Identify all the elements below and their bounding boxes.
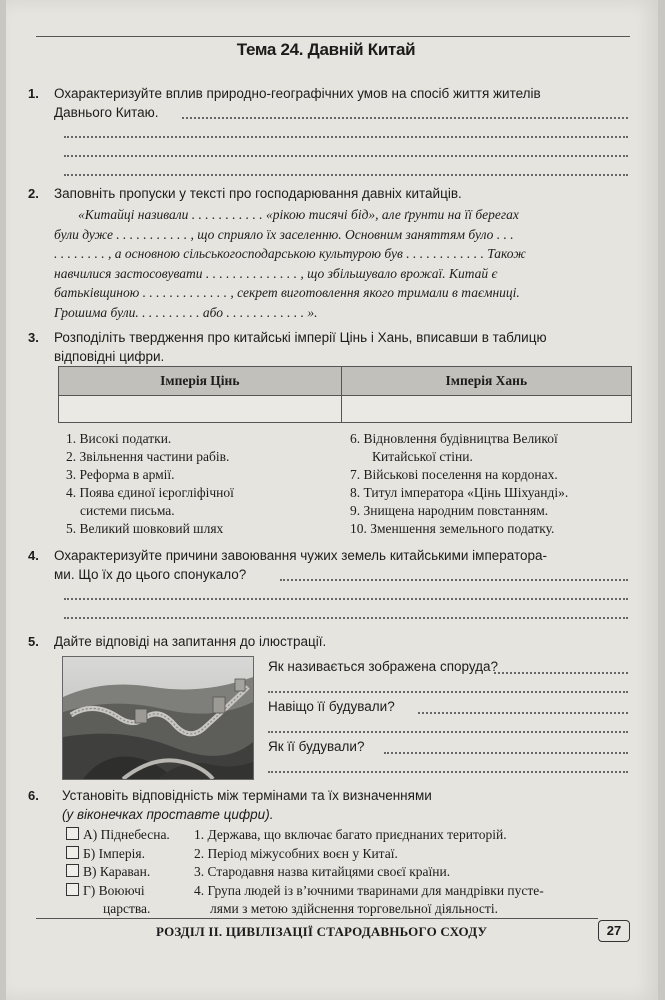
list-item: 8. Титул імператора «Цінь Шіхуанді». [350, 485, 569, 500]
answer-checkbox[interactable] [66, 864, 79, 877]
list-item: 10. Зменшення земельного податку. [350, 521, 555, 536]
term-row [66, 863, 170, 882]
q5-answer-line[interactable] [494, 672, 628, 674]
q6-terms [66, 826, 170, 919]
q2-text-line: навчилися застосовувати . . . . . . . . . . . . . . , що збільшувало врожаї. Китай є [54, 265, 498, 281]
q4-answer-line[interactable] [64, 617, 628, 619]
q3-line1: Розподіліть твердження про китайські імперії Цінь і Хань, вписавши в таблицю [54, 330, 547, 345]
answer-checkbox[interactable] [66, 883, 79, 896]
q6-definitions [194, 826, 544, 919]
definition-item: 2. Період міжусобних воєн у Китаї. [194, 845, 398, 861]
list-item: 7. Військові поселення на кордонах. [350, 467, 558, 482]
list-item: 3. Реформа в армії. [66, 467, 175, 482]
q6-number: 6. [28, 788, 39, 803]
page-number: 27 [598, 920, 630, 942]
q3-line2: відповідні цифри. [54, 349, 165, 364]
term-label: А) Піднебесна. [83, 827, 170, 842]
list-item: 2. Звільнення частини рабів. [66, 449, 230, 464]
term-label: Г) Воюючі [83, 882, 145, 898]
q1-line2: Давнього Китаю. [54, 105, 159, 120]
definition-item: лями з метою здійснення торговельної діяльності. [210, 901, 498, 916]
q5-answer-line[interactable] [384, 752, 628, 754]
q5-answer-line[interactable] [418, 712, 628, 714]
q1-answer-line[interactable] [64, 136, 628, 138]
list-item: системи письма. [80, 503, 175, 518]
q5-question-1: Як називається зображена споруда? [268, 659, 499, 674]
q1-answer-line[interactable] [182, 117, 628, 119]
q2-text-line: батьківщиною . . . . . . . . . . . . . , секрет виготовлення якого тримали в таємниці. [54, 285, 520, 300]
q2-text-line: «Китайці називали . . . . . . . . . . . «рікою тисячі бід», але ґрунти на її берегах [78, 207, 519, 222]
q2-text-line: Грошима були. . . . . . . . . . або . . . . . . . . . . . . ». [54, 304, 318, 320]
q2-text-line: . . . . . . . . , а основною сільськогосподарською культурою був . . . . . . . . . . . . Також [54, 246, 526, 261]
list-item: 4. Поява єдиної ієрогліфічної [66, 485, 234, 500]
empires-table [58, 366, 632, 423]
q1-answer-line[interactable] [64, 174, 628, 176]
q4-answer-line[interactable] [64, 598, 628, 600]
term-label: Б) Імперія. [83, 845, 145, 861]
term-label: В) Караван. [83, 864, 151, 879]
workbook-page [6, 0, 658, 1000]
term-row [66, 845, 170, 864]
q1-line1: Охарактеризуйте вплив природно-географічних умов на спосіб життя жителів [54, 86, 541, 101]
q5-answer-line[interactable] [268, 691, 628, 693]
great-wall-photo [62, 656, 254, 780]
term-row [66, 882, 170, 901]
q5-question-3: Як її будували? [268, 739, 365, 754]
q2-fill-in-text[interactable] [54, 205, 634, 322]
han-answer-cell[interactable] [341, 396, 631, 423]
q2-prompt: Заповніть пропуски у тексті про господарювання давніх китайців. [54, 186, 462, 201]
term-row [66, 900, 170, 919]
q1-answer-line[interactable] [64, 155, 628, 157]
q5-prompt: Дайте відповіді на запитання до ілюстрації. [54, 634, 327, 649]
q3-number: 3. [28, 330, 39, 345]
col-header-qin: Імперія Цінь [59, 367, 342, 396]
q3-left-list [66, 430, 234, 538]
q5-number: 5. [28, 634, 39, 649]
definition-item: 3. Стародавня назва китайцями своєї країни. [194, 864, 451, 879]
answer-checkbox[interactable] [66, 846, 79, 859]
term-label: царства. [103, 901, 151, 916]
qin-answer-cell[interactable] [59, 396, 342, 423]
q4-answer-line[interactable] [280, 579, 628, 581]
q4-line1: Охарактеризуйте причини завоювання чужих земель китайськими імператора- [54, 548, 548, 563]
q5-answer-line[interactable] [268, 771, 628, 773]
q2-number: 2. [28, 186, 39, 201]
section-footer: РОЗДІЛ ІІ. ЦИВІЛІЗАЦІЇ СТАРОДАВНЬОГО СХОДУ [156, 924, 488, 939]
answer-checkbox[interactable] [66, 827, 79, 840]
definition-item: 1. Держава, що включає багато приєднаних територій. [194, 827, 507, 842]
list-item: 5. Великий шовковий шлях [66, 521, 224, 536]
q3-right-list [350, 430, 568, 538]
list-item: 1. Високі податки. [66, 431, 172, 446]
definition-item: 4. Група людей із в’ючними тваринами для мандрівки пусте- [194, 882, 544, 898]
q4-number: 4. [28, 548, 39, 563]
col-header-han: Імперія Хань [341, 367, 631, 396]
term-row [66, 826, 170, 845]
footer-rule [36, 918, 598, 919]
q5-answer-line[interactable] [268, 731, 628, 733]
great-wall-illustration [63, 657, 253, 779]
q2-text-line: були дуже . . . . . . . . . . . , що сприяло їх заселенню. Основним заняттям було . . . [54, 226, 514, 242]
q5-question-2: Навіщо її будували? [268, 699, 395, 714]
q6-line1: Установіть відповідність між термінами та їх визначеннями [62, 788, 432, 803]
q3-text [54, 328, 634, 366]
list-item: 9. Знищена народним повстанням. [350, 503, 549, 518]
q6-line2: (у віконечках проставте цифри). [62, 807, 274, 822]
page-title: Тема 24. Давній Китай [236, 40, 416, 59]
top-rule [36, 36, 630, 37]
q1-number: 1. [28, 86, 39, 101]
list-item: 6. Відновлення будівництва Великої [350, 431, 558, 446]
q4-line2: ми. Що їх до цього спонукало? [54, 567, 247, 582]
list-item: Китайської стіни. [372, 449, 473, 464]
q6-text [62, 786, 634, 824]
